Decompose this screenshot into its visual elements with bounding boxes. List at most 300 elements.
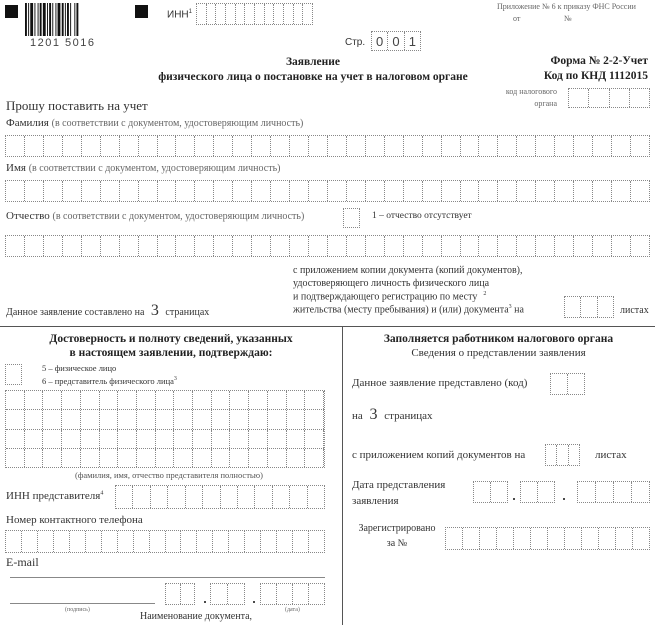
input-cell[interactable] [491, 482, 507, 502]
input-cell[interactable] [385, 236, 404, 256]
input-cell[interactable] [581, 297, 597, 317]
patronymic-input[interactable] [5, 235, 650, 257]
input-row[interactable] [6, 449, 324, 467]
input-cell[interactable] [43, 430, 62, 448]
input-cell[interactable] [81, 430, 100, 448]
input-cell[interactable] [101, 236, 120, 256]
input-cell[interactable] [305, 410, 324, 428]
input-cell[interactable] [498, 136, 517, 156]
input-cell[interactable] [569, 89, 589, 107]
input-cell[interactable] [233, 236, 252, 256]
input-cell[interactable] [498, 236, 517, 256]
input-cell[interactable] [137, 449, 156, 467]
input-cell[interactable] [70, 531, 86, 552]
input-cell[interactable] [616, 528, 633, 549]
submission-day-input[interactable] [473, 481, 508, 503]
input-cell[interactable] [156, 449, 175, 467]
input-cell[interactable] [599, 528, 616, 549]
input-cell[interactable] [305, 430, 324, 448]
input-cell[interactable] [63, 136, 82, 156]
input-cell[interactable] [261, 531, 277, 552]
input-cell[interactable] [193, 430, 212, 448]
input-cell[interactable] [255, 486, 272, 508]
input-cell[interactable] [150, 531, 166, 552]
input-cell[interactable] [100, 449, 119, 467]
input-cell[interactable] [174, 449, 193, 467]
input-cell[interactable] [404, 136, 423, 156]
input-cell[interactable] [498, 181, 517, 201]
input-cell[interactable] [249, 410, 268, 428]
inn-input[interactable] [196, 3, 313, 25]
submission-month-input[interactable] [520, 481, 555, 503]
input-cell[interactable] [555, 181, 574, 201]
input-cell[interactable] [212, 391, 231, 409]
input-cell[interactable] [212, 449, 231, 467]
input-cell[interactable] [197, 531, 213, 552]
phone-input[interactable] [5, 530, 325, 553]
input-cell[interactable] [62, 410, 81, 428]
input-cell[interactable] [6, 236, 25, 256]
input-cell[interactable] [593, 236, 612, 256]
input-cell[interactable] [6, 449, 25, 467]
input-cell[interactable] [245, 4, 255, 24]
input-cell[interactable] [347, 181, 366, 201]
input-cell[interactable] [249, 391, 268, 409]
input-cell[interactable] [497, 528, 514, 549]
input-cell[interactable] [166, 584, 181, 604]
input-cell[interactable] [631, 181, 649, 201]
input-cell[interactable] [195, 236, 214, 256]
input-cell[interactable] [305, 391, 324, 409]
input-cell[interactable] [176, 181, 195, 201]
input-cell[interactable] [366, 236, 385, 256]
input-cell[interactable] [133, 486, 150, 508]
input-cell[interactable] [166, 531, 182, 552]
pages-statement [6, 302, 209, 320]
signer-type-input[interactable] [5, 364, 22, 385]
input-cell[interactable] [271, 181, 290, 201]
input-cell[interactable] [252, 236, 271, 256]
input-cell[interactable] [137, 410, 156, 428]
date-day-input[interactable] [165, 583, 195, 605]
input-cell[interactable] [344, 209, 359, 227]
input-cell[interactable] [249, 430, 268, 448]
input-cell[interactable] [221, 486, 238, 508]
input-cell[interactable] [565, 297, 581, 317]
input-cell[interactable] [569, 445, 579, 465]
input-cell[interactable] [442, 236, 461, 256]
date-separator [563, 498, 565, 500]
input-cell[interactable] [328, 181, 347, 201]
input-cell[interactable] [229, 531, 245, 552]
input-cell[interactable] [62, 430, 81, 448]
input-cell[interactable] [82, 236, 101, 256]
input-cell[interactable] [517, 181, 536, 201]
input-cell[interactable] [574, 136, 593, 156]
input-cell[interactable] [44, 136, 63, 156]
input-cell[interactable] [614, 482, 632, 502]
input-cell[interactable] [255, 4, 265, 24]
name-input[interactable] [5, 180, 650, 202]
input-cell[interactable] [293, 584, 309, 604]
signature-line[interactable] [10, 603, 155, 604]
input-cell[interactable] [236, 4, 246, 24]
input-cell[interactable] [268, 410, 287, 428]
input-cell[interactable] [252, 181, 271, 201]
input-cell[interactable] [404, 181, 423, 201]
input-cell[interactable] [347, 136, 366, 156]
attach-line: жительства (месту пребывания) и (или) документа [293, 304, 509, 316]
input-cell[interactable] [25, 430, 44, 448]
input-cell[interactable] [309, 531, 324, 552]
input-cell[interactable] [593, 136, 612, 156]
input-cell[interactable] [309, 181, 328, 201]
input-cell[interactable] [25, 136, 44, 156]
input-cell[interactable] [193, 449, 212, 467]
input-cell[interactable] [25, 410, 44, 428]
input-cell[interactable] [271, 236, 290, 256]
input-cell[interactable] [116, 486, 133, 508]
input-cell[interactable] [574, 181, 593, 201]
input-cell[interactable] [347, 236, 366, 256]
submitted-code-input[interactable] [550, 373, 585, 395]
input-cell[interactable] [274, 4, 284, 24]
input-cell[interactable] [82, 136, 101, 156]
input-cell[interactable] [536, 181, 555, 201]
rep-inn-input[interactable] [115, 485, 325, 509]
input-cell[interactable] [385, 181, 404, 201]
official-attach-label: с приложением копий документов на [352, 449, 526, 461]
input-cell[interactable] [139, 181, 158, 201]
input-cell[interactable] [284, 4, 294, 24]
input-cell[interactable] [442, 181, 461, 201]
input-cell[interactable] [631, 236, 649, 256]
pages-count: 3 [150, 302, 159, 319]
input-cell[interactable] [156, 410, 175, 428]
input-cell[interactable] [82, 181, 101, 201]
input-cell[interactable] [446, 528, 463, 549]
barcode-bar [67, 3, 69, 36]
input-cell[interactable] [385, 136, 404, 156]
input-cell[interactable] [548, 528, 565, 549]
input-cell[interactable] [442, 136, 461, 156]
input-cell[interactable] [268, 391, 287, 409]
input-cell[interactable] [214, 181, 233, 201]
input-cell[interactable] [366, 181, 385, 201]
patronymic-label-text: Отчество [6, 210, 50, 222]
input-cell[interactable] [62, 449, 81, 467]
input-cell[interactable] [22, 531, 38, 552]
input-cell[interactable] [612, 136, 631, 156]
input-cell[interactable] [555, 236, 574, 256]
input-cell[interactable] [43, 449, 62, 467]
input-cell[interactable] [514, 528, 531, 549]
input-cell[interactable] [134, 531, 150, 552]
date-caption: (дата) [285, 607, 300, 613]
no-patronymic-checkbox[interactable] [343, 208, 360, 228]
input-cell[interactable] [366, 136, 385, 156]
input-cell[interactable] [596, 482, 614, 502]
input-cell[interactable] [44, 236, 63, 256]
date-year-input[interactable] [260, 583, 325, 605]
input-cell[interactable] [174, 391, 193, 409]
input-cell[interactable] [193, 410, 212, 428]
form-number: Форма № 2-2-Учет [550, 55, 648, 67]
input-cell[interactable] [612, 236, 631, 256]
input-cell[interactable] [631, 136, 649, 156]
input-cell[interactable] [101, 136, 120, 156]
input-cell[interactable] [479, 236, 498, 256]
input-cell[interactable] [6, 430, 25, 448]
input-cell[interactable] [213, 531, 229, 552]
input-cell[interactable] [101, 181, 120, 201]
input-cell[interactable] [212, 430, 231, 448]
input-cell[interactable] [531, 528, 548, 549]
input-cell[interactable] [249, 449, 268, 467]
input-cell[interactable] [62, 391, 81, 409]
input-cell[interactable] [102, 531, 118, 552]
input-cell[interactable] [6, 531, 22, 552]
input-cell[interactable] [197, 4, 207, 24]
input-cell[interactable] [6, 365, 21, 384]
input-cell[interactable] [25, 236, 44, 256]
input-cell[interactable] [193, 391, 212, 409]
input-cell[interactable] [6, 136, 25, 156]
input-cell[interactable] [632, 482, 649, 502]
input-cell[interactable] [181, 531, 197, 552]
input-cell[interactable] [120, 136, 139, 156]
input-cell[interactable] [423, 136, 442, 156]
input-cell[interactable] [38, 531, 54, 552]
barcode-bar [62, 3, 64, 36]
input-cell[interactable] [252, 136, 271, 156]
input-cell[interactable] [100, 410, 119, 428]
input-cell[interactable] [328, 136, 347, 156]
input-cell[interactable] [25, 449, 44, 467]
input-cell[interactable] [309, 236, 328, 256]
input-cell[interactable] [174, 410, 193, 428]
input-cell[interactable] [589, 89, 609, 107]
surname-input[interactable] [5, 135, 650, 157]
input-cell[interactable] [268, 449, 287, 467]
input-cell[interactable] [186, 486, 203, 508]
input-cell[interactable] [245, 531, 261, 552]
input-cell[interactable] [81, 410, 100, 428]
input-cell[interactable] [63, 236, 82, 256]
input-cell[interactable] [230, 410, 249, 428]
input-cell[interactable] [158, 236, 177, 256]
input-row[interactable] [6, 430, 324, 449]
input-cell[interactable] [261, 584, 277, 604]
order-note-number: № [564, 14, 572, 23]
input-cell[interactable] [265, 4, 275, 24]
input-cell[interactable] [120, 181, 139, 201]
date-separator [513, 498, 515, 500]
input-cell[interactable] [287, 449, 306, 467]
input-cell[interactable] [294, 4, 304, 24]
official-attach-input[interactable] [545, 444, 580, 466]
input-cell[interactable] [463, 528, 480, 549]
input-row[interactable] [6, 391, 324, 410]
input-cell[interactable] [233, 136, 252, 156]
barcode-bar [70, 3, 71, 36]
input-cell[interactable] [568, 374, 584, 394]
input-cell[interactable] [214, 136, 233, 156]
input-cell[interactable] [174, 430, 193, 448]
input-cell[interactable] [238, 486, 255, 508]
input-cell[interactable] [25, 391, 44, 409]
input-cell[interactable] [303, 4, 312, 24]
input-cell[interactable] [557, 445, 568, 465]
input-cell[interactable] [598, 297, 613, 317]
input-cell[interactable] [6, 410, 25, 428]
input-cell[interactable] [214, 236, 233, 256]
input-cell[interactable] [517, 136, 536, 156]
submitted-code-label: Данное заявление представлено (код) [352, 377, 528, 389]
input-cell[interactable] [593, 181, 612, 201]
input-cell[interactable] [158, 181, 177, 201]
input-cell[interactable] [479, 181, 498, 201]
date-month-input[interactable] [210, 583, 245, 605]
input-cell[interactable] [423, 236, 442, 256]
input-cell[interactable] [25, 181, 44, 201]
input-cell[interactable] [404, 236, 423, 256]
input-cell[interactable] [555, 136, 574, 156]
input-cell[interactable] [461, 136, 480, 156]
input-cell[interactable] [181, 584, 195, 604]
input-cell[interactable] [54, 531, 70, 552]
input-cell[interactable] [63, 181, 82, 201]
email-input[interactable] [10, 577, 325, 578]
submission-year-input[interactable] [577, 481, 650, 503]
attached-sheets-input[interactable] [564, 296, 614, 318]
input-cell[interactable] [287, 391, 306, 409]
input-cell[interactable] [6, 391, 25, 409]
barcode-bar [38, 3, 39, 36]
input-cell[interactable] [43, 391, 62, 409]
input-cell[interactable] [309, 136, 328, 156]
input-cell[interactable] [546, 445, 557, 465]
input-cell[interactable] [158, 136, 177, 156]
input-cell[interactable] [271, 136, 290, 156]
input-cell[interactable] [230, 430, 249, 448]
input-cell[interactable] [156, 430, 175, 448]
input-cell[interactable] [176, 236, 195, 256]
name-label-text: Имя [6, 162, 26, 174]
doc-name-label: Наименование документа, [140, 611, 253, 622]
input-cell[interactable] [203, 486, 220, 508]
input-cell[interactable] [168, 486, 185, 508]
input-cell[interactable] [308, 486, 324, 508]
input-cell[interactable] [211, 584, 228, 604]
input-cell[interactable] [305, 449, 324, 467]
input-cell[interactable] [207, 4, 217, 24]
input-cell[interactable] [6, 181, 25, 201]
input-cell[interactable] [461, 181, 480, 201]
input-cell[interactable] [151, 486, 168, 508]
input-cell[interactable] [212, 410, 231, 428]
input-cell[interactable] [44, 181, 63, 201]
input-cell[interactable] [137, 430, 156, 448]
input-cell[interactable] [118, 391, 137, 409]
input-cell[interactable] [273, 486, 290, 508]
input-cell[interactable] [139, 236, 158, 256]
input-cell[interactable] [268, 430, 287, 448]
input-cell[interactable] [137, 391, 156, 409]
representative-name-input[interactable] [5, 390, 325, 468]
input-cell[interactable] [582, 528, 599, 549]
input-cell[interactable] [290, 181, 309, 201]
input-cell[interactable] [118, 430, 137, 448]
input-cell[interactable] [536, 236, 555, 256]
input-cell[interactable] [228, 584, 244, 604]
input-cell[interactable] [277, 531, 293, 552]
input-cell[interactable] [290, 486, 307, 508]
input-cell[interactable] [328, 236, 347, 256]
input-cell[interactable] [226, 4, 236, 24]
input-cell[interactable] [536, 136, 555, 156]
input-cell[interactable] [118, 449, 137, 467]
input-cell[interactable] [479, 136, 498, 156]
input-cell[interactable] [118, 410, 137, 428]
input-cell[interactable] [287, 430, 306, 448]
input-cell[interactable] [120, 236, 139, 256]
input-cell[interactable] [195, 136, 214, 156]
input-cell[interactable] [216, 4, 226, 24]
registration-number-input[interactable] [445, 527, 650, 550]
input-cell[interactable] [230, 449, 249, 467]
input-cell[interactable] [574, 236, 593, 256]
input-cell[interactable] [538, 482, 554, 502]
input-cell[interactable] [290, 236, 309, 256]
input-cell[interactable] [156, 391, 175, 409]
input-cell[interactable] [100, 430, 119, 448]
tax-authority-code-input[interactable] [568, 88, 650, 108]
input-cell[interactable] [423, 181, 442, 201]
input-cell[interactable] [521, 482, 538, 502]
input-cell[interactable] [517, 236, 536, 256]
input-cell[interactable] [612, 181, 631, 201]
input-cell[interactable] [81, 391, 100, 409]
input-cell[interactable] [100, 391, 119, 409]
input-cell[interactable] [633, 528, 649, 549]
input-cell[interactable] [233, 181, 252, 201]
input-cell[interactable] [277, 584, 293, 604]
input-row[interactable] [6, 410, 324, 429]
input-cell[interactable] [195, 181, 214, 201]
input-cell[interactable] [230, 391, 249, 409]
input-cell[interactable] [86, 531, 102, 552]
input-cell[interactable] [461, 236, 480, 256]
input-cell[interactable] [43, 410, 62, 428]
input-cell[interactable] [290, 136, 309, 156]
input-cell[interactable] [139, 136, 158, 156]
input-cell[interactable] [578, 482, 596, 502]
input-cell[interactable] [474, 482, 491, 502]
input-cell[interactable] [610, 89, 630, 107]
input-cell[interactable] [480, 528, 497, 549]
input-cell[interactable] [551, 374, 568, 394]
input-cell[interactable] [81, 449, 100, 467]
input-cell[interactable] [630, 89, 649, 107]
input-cell[interactable] [293, 531, 309, 552]
input-cell[interactable] [309, 584, 324, 604]
option-individual: 5 – физическое лицо [42, 363, 117, 373]
input-cell[interactable] [287, 410, 306, 428]
input-cell[interactable] [565, 528, 582, 549]
input-cell[interactable] [176, 136, 195, 156]
input-cell[interactable] [118, 531, 134, 552]
